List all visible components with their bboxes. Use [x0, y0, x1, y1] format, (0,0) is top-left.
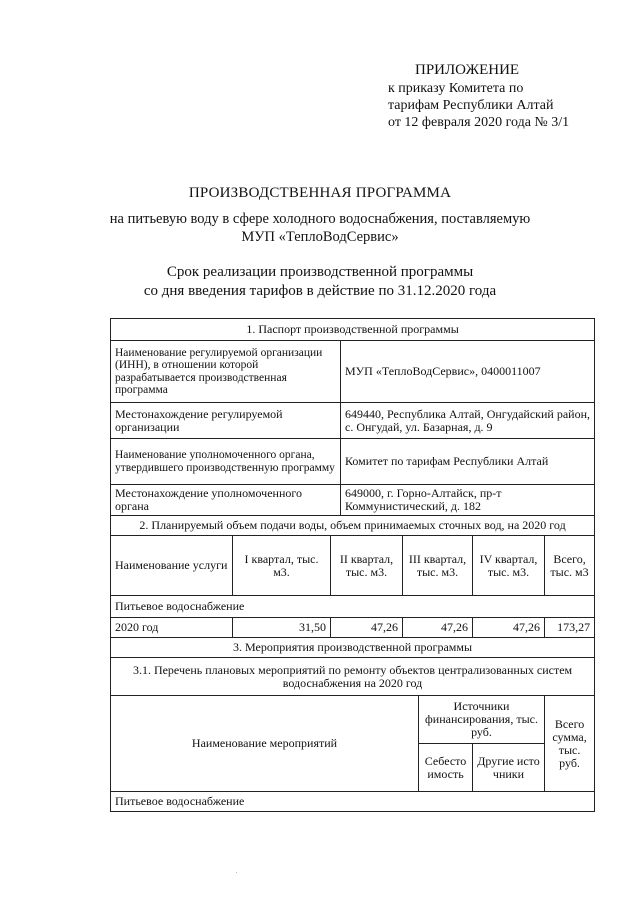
volume-q3-value: 47,26 [403, 618, 473, 638]
volume-total-value: 173,27 [545, 618, 595, 638]
volume-col-total: Всего, тыс. м3 [545, 536, 595, 596]
appendix-line: тарифам Республики Алтай [388, 98, 554, 113]
term-line: Срок реализации производственной программы [166, 264, 474, 280]
term-line: со дня введения тарифов в действие по 31.12.2020 года [143, 283, 497, 299]
subtitle-line: на питьевую воду в сфере холодного водоснабжения, поставляемую [109, 211, 531, 227]
passport-row [111, 403, 595, 439]
measures-col-total: Всего сумма, тыс. руб. [545, 696, 595, 792]
passport-row [111, 485, 595, 516]
passport-label: Местонахождение уполномоченного органа [111, 485, 341, 516]
passport-heading-row [111, 319, 595, 341]
volume-row-label: 2020 год [111, 618, 233, 638]
program-table [110, 318, 595, 812]
measures-col-sources: Источники финансирования, тыс. руб. [419, 696, 545, 744]
passport-value: МУП «ТеплоВодСервис», 0400011007 [341, 341, 595, 403]
passport-row [111, 439, 595, 485]
measures-col-name: Наименование мероприятий [111, 696, 419, 792]
document-title: ПРОИЗВОДСТВЕННАЯ ПРОГРАММА [188, 185, 452, 201]
subtitle-line: МУП «ТеплоВодСервис» [241, 229, 399, 245]
measures-col-other: Другие источники [473, 744, 545, 792]
volume-service: Питьевое водоснабжение [111, 596, 595, 618]
volume-heading-row [111, 516, 595, 536]
passport-label: Наименование уполномоченного органа, утвердившего производственную программу [111, 439, 341, 485]
volume-col-q2: II квартал, тыс. м3. [331, 536, 403, 596]
volume-col-q1: I квартал, тыс. м3. [233, 536, 331, 596]
measures-subheading: 3.1. Перечень плановых мероприятий по ремонту объектов централизованных систем водоснабжения на 2020 год [111, 658, 595, 696]
volume-col-q3: III квартал, тыс. м3. [403, 536, 473, 596]
volume-service-row [111, 596, 595, 618]
measures-columns-row [111, 696, 595, 744]
measures-heading: 3. Мероприятия производственной программы [111, 638, 595, 658]
passport-heading: 1. Паспорт производственной программы [111, 319, 595, 341]
passport-row [111, 341, 595, 403]
appendix-title: ПРИЛОЖЕНИЕ [415, 62, 520, 78]
document-subtitle [0, 210, 640, 246]
measures-service: Питьевое водоснабжение [111, 792, 595, 812]
appendix-line: от 12 февраля 2020 года № 3/1 [388, 115, 570, 130]
appendix-line: к приказу Комитета по [388, 81, 524, 96]
measures-heading-row [111, 638, 595, 658]
volume-col-service: Наименование услуги [111, 536, 233, 596]
passport-label: Местонахождение регулируемой организации [111, 403, 341, 439]
appendix-header [388, 62, 569, 131]
passport-value: Комитет по тарифам Республики Алтай [341, 439, 595, 485]
volume-col-q4: IV квартал, тыс. м3. [473, 536, 545, 596]
measures-subheading-row [111, 658, 595, 696]
volume-q1-value: 31,50 [233, 618, 331, 638]
volume-q4-value: 47,26 [473, 618, 545, 638]
volume-data-row [111, 618, 595, 638]
measures-service-row [111, 792, 595, 812]
volume-columns-row [111, 536, 595, 596]
program-term [0, 263, 640, 301]
passport-value: 649440, Республика Алтай, Онгудайский район, с. Онгудай, ул. Базарная, д. 9 [341, 403, 595, 439]
passport-label: Наименование регулируемой организации (ИНН), в отношении которой разрабатывается производственная программа [111, 341, 341, 403]
page-mark [236, 872, 237, 873]
volume-q2-value: 47,26 [331, 618, 403, 638]
passport-value: 649000, г. Горно-Алтайск, пр-т Коммунистический, д. 182 [341, 485, 595, 516]
measures-col-cost: Себестоимость [419, 744, 473, 792]
volume-heading: 2. Планируемый объем подачи воды, объем принимаемых сточных вод, на 2020 год [111, 516, 595, 536]
